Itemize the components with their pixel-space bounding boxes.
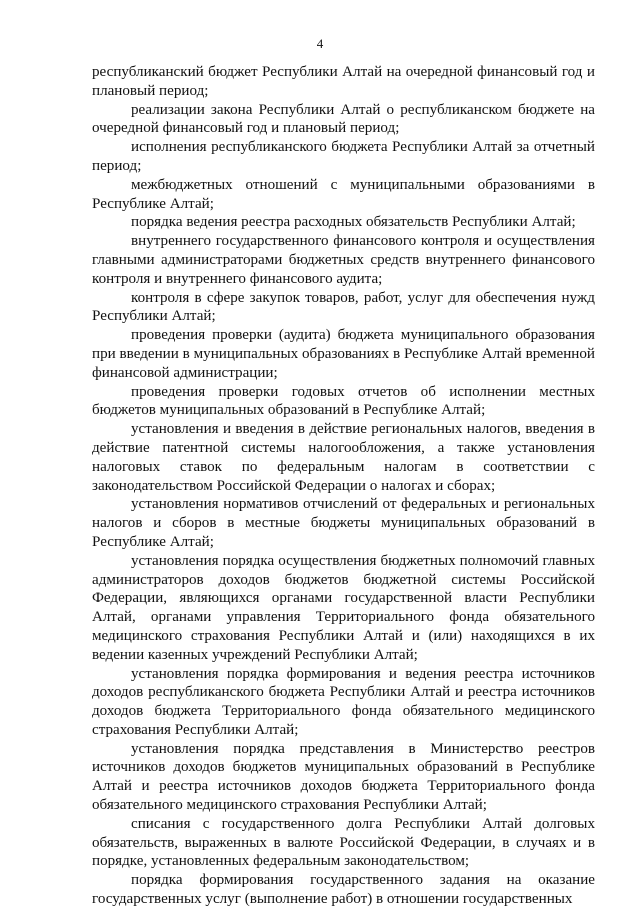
paragraph: межбюджетных отношений с муниципальными образованиями в Республике Алтай; <box>92 176 595 212</box>
paragraph: внутреннего государственного финансового контроля и осуществления главными администраторами бюджетных средств внутреннего финансового контроля и внутреннего финансового аудита; <box>92 233 595 287</box>
paragraph: проведения проверки годовых отчетов об исполнении местных бюджетов муниципальных образований в Республике Алтай; <box>92 383 595 419</box>
paragraph: порядка формирования государственного задания на оказание государственных услуг (выполнение работ) в отношении государственных <box>92 872 595 908</box>
paragraph: республиканский бюджет Республики Алтай на очередной финансовый год и плановый период; <box>92 64 595 99</box>
paragraph: установления нормативов отчислений от федеральных и региональных налогов и сборов в местные бюджеты муниципальных образований в Республике Алтай; <box>92 496 595 550</box>
document-body <box>92 63 595 909</box>
paragraph: установления и введения в действие региональных налогов, введения в действие патентной системы налогообложения, а также установления налоговых ставок по федеральным налогам в соответствии с законодательством Российской Федерации о налогах и сборах; <box>92 421 595 494</box>
paragraph: реализации закона Республики Алтай о республиканском бюджете на очередной финансовый год и плановый период; <box>92 101 595 137</box>
paragraph: установления порядка осуществления бюджетных полномочий главных администраторов доходов бюджетов бюджетной системы Российской Федерации, являющихся органами государственной власти Республики Алтай, органами управления Территориального фонда обязательного медицинского страхования Республики Алтай и (или) находящихся в их ведении казенных учреждений Республики Алтай; <box>92 552 595 663</box>
paragraph: проведения проверки (аудита) бюджета муниципального образования при введении в муниципальных образованиях в Республике Алтай временной финансовой администрации; <box>92 327 595 381</box>
paragraph: порядка ведения реестра расходных обязательств Республики Алтай; <box>131 214 576 231</box>
page-number: 4 <box>316 36 324 51</box>
paragraph: контроля в сфере закупок товаров, работ, услуг для обеспечения нужд Республики Алтай; <box>92 289 595 325</box>
paragraph: исполнения республиканского бюджета Республики Алтай за отчетный период; <box>92 139 595 174</box>
paragraph: списания с государственного долга Республики Алтай долговых обязательств, выраженных в валюте Российской Федерации, в случаях и в порядке, установленных федеральным законодательством; <box>92 815 595 870</box>
paragraph: установления порядка формирования и ведения реестра источников доходов республиканского бюджета Республики Алтай и реестра источников доходов бюджета Территориального фонда обязательного медицинского страхования Республики Алтай; <box>92 665 595 738</box>
paragraph: установления порядка представления в Министерство реестров источников доходов бюджетов муниципальных образований в Республике Алтай и реестра источников доходов бюджета Территориального фонда обязательного медицинского страхования Республики Алтай; <box>92 740 595 814</box>
